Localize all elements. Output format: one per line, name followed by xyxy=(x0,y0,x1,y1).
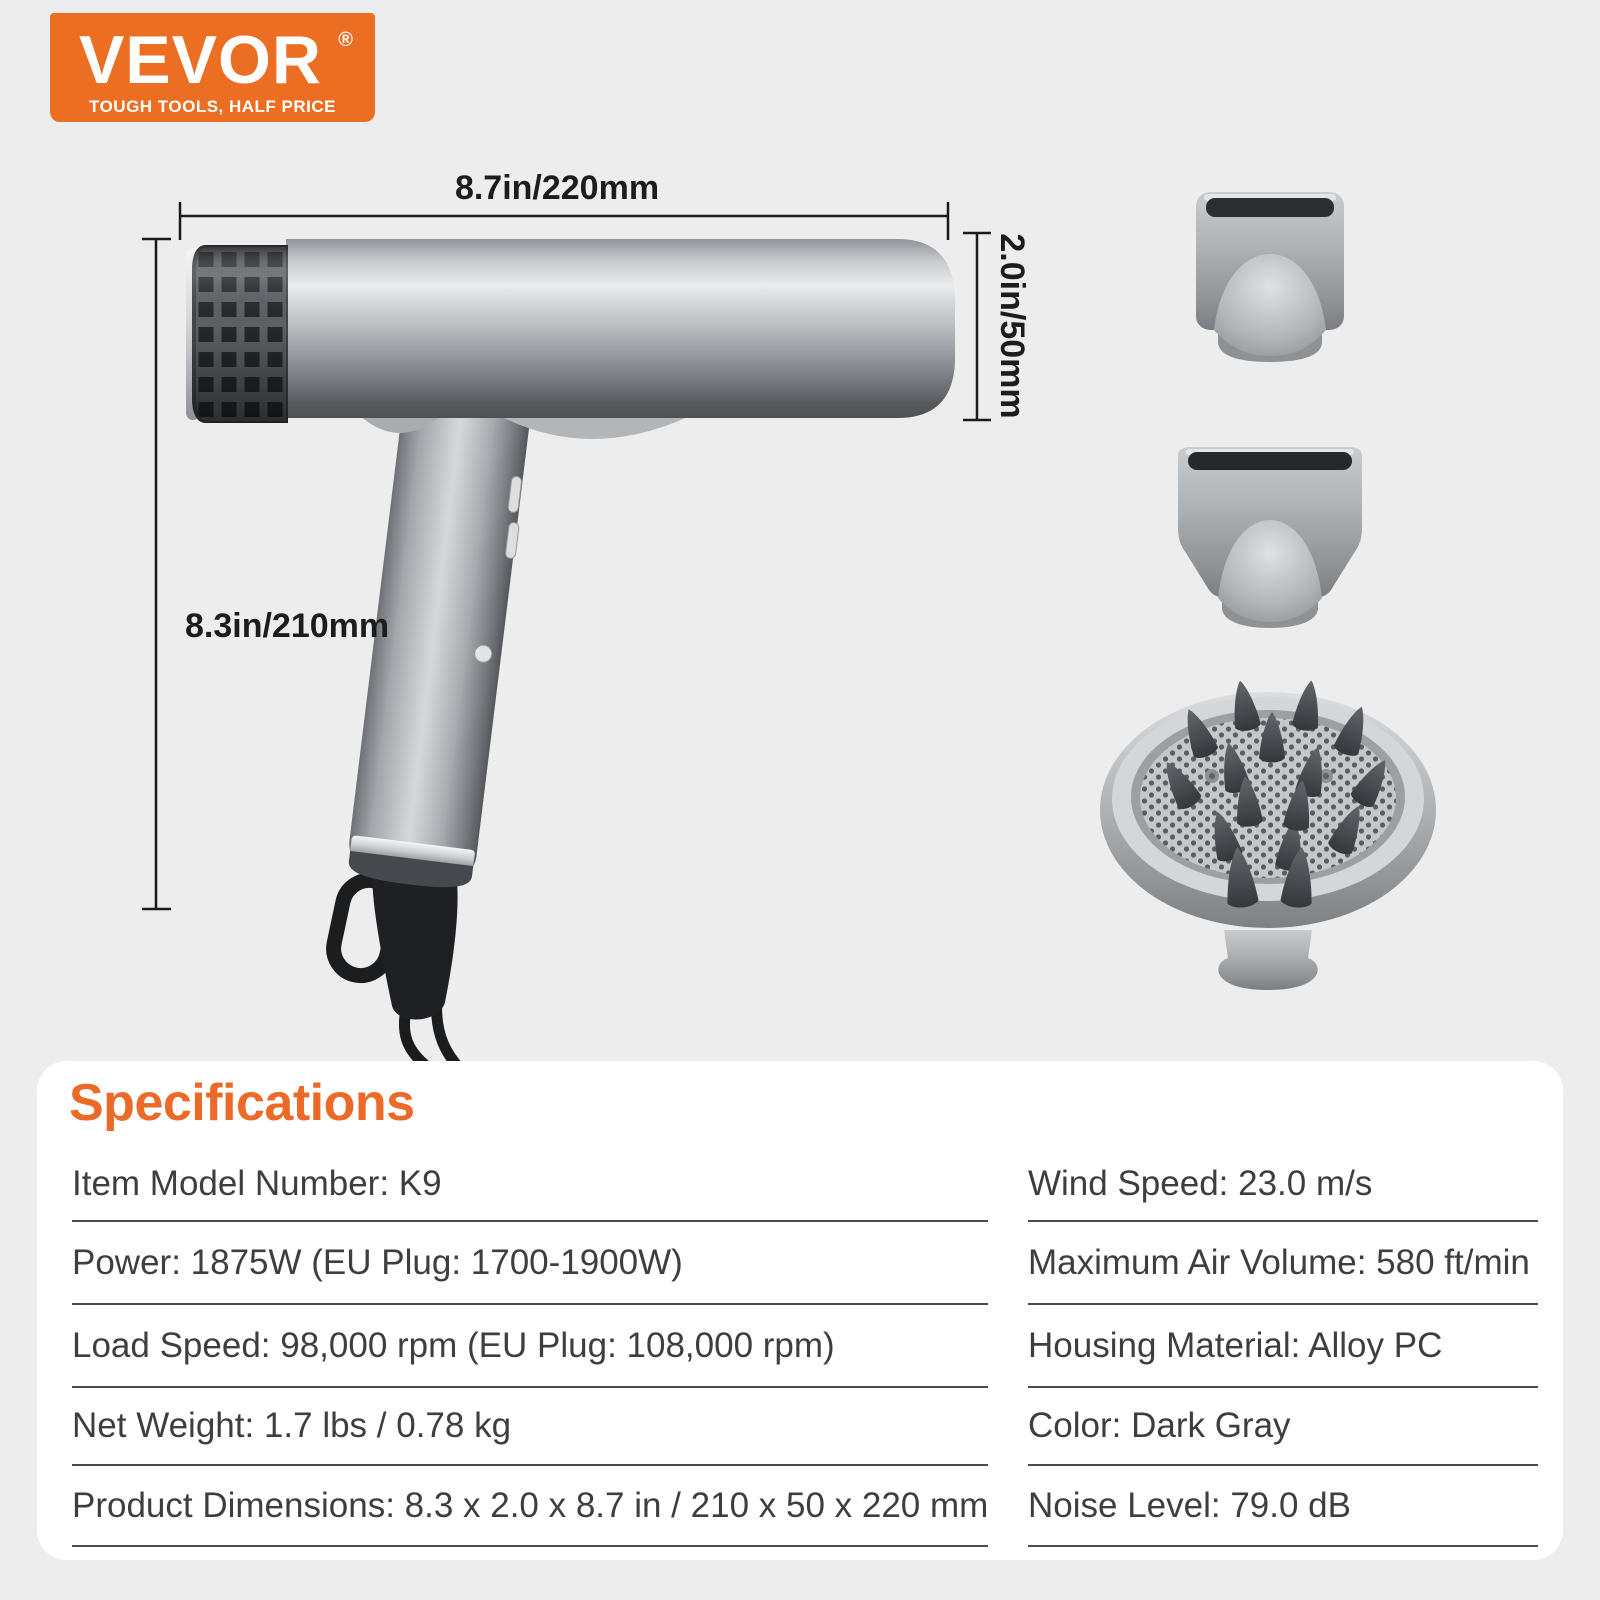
spec-row-item-model: Item Model Number: K9 xyxy=(72,1147,988,1222)
rear-vent xyxy=(186,245,288,423)
dryer-barrel xyxy=(286,239,955,418)
spec-row-power: Power: 1875W (EU Plug: 1700-1900W) xyxy=(72,1222,988,1305)
spec-column-right xyxy=(1028,1147,1538,1547)
brand-tagline: TOUGH TOOLS, HALF PRICE xyxy=(89,97,336,116)
handle-dimension-label: 8.3in/210mm xyxy=(185,607,390,645)
specifications-title: Specifications xyxy=(69,1074,415,1132)
registered-mark: ® xyxy=(338,29,353,51)
spec-column-left xyxy=(72,1147,988,1547)
barrel-height-dimension-label: 2.0in/50mm xyxy=(993,233,1031,419)
barrel-height-dimension-line xyxy=(963,233,991,420)
specifications-card xyxy=(37,1061,1563,1560)
width-dimension-line xyxy=(180,202,948,240)
cord-boot xyxy=(372,869,458,1020)
handle-dimension-line xyxy=(142,239,171,909)
spec-row-product-dimensions: Product Dimensions: 8.3 x 2.0 x 8.7 in / 210 x 50 x 220 mm xyxy=(72,1466,988,1547)
spec-row-housing-material: Housing Material: Alloy PC xyxy=(1028,1305,1538,1388)
spec-row-wind-speed: Wind Speed: 23.0 m/s xyxy=(1028,1147,1538,1222)
hair-dryer-photo xyxy=(186,239,955,1070)
brand-name: VEVOR xyxy=(78,22,323,98)
concentrator-nozzle-small xyxy=(1196,192,1344,362)
nozzle-air-slot xyxy=(1188,452,1352,470)
width-dimension-label: 8.7in/220mm xyxy=(454,169,660,207)
spec-row-color: Color: Dark Gray xyxy=(1028,1388,1538,1466)
spec-row-noise-level: Noise Level: 79.0 dB xyxy=(1028,1466,1538,1547)
spec-row-load-speed: Load Speed: 98,000 rpm (EU Plug: 108,000 rpm) xyxy=(72,1305,988,1388)
spec-row-net-weight: Net Weight: 1.7 lbs / 0.78 kg xyxy=(72,1388,988,1466)
diffuser-stem xyxy=(1218,930,1317,990)
spec-row-air-volume: Maximum Air Volume: 580 ft/min xyxy=(1028,1222,1538,1305)
styling-nozzle-wide xyxy=(1178,447,1362,628)
diffuser-attachment xyxy=(1100,678,1436,990)
nozzle-air-slot xyxy=(1206,198,1334,217)
